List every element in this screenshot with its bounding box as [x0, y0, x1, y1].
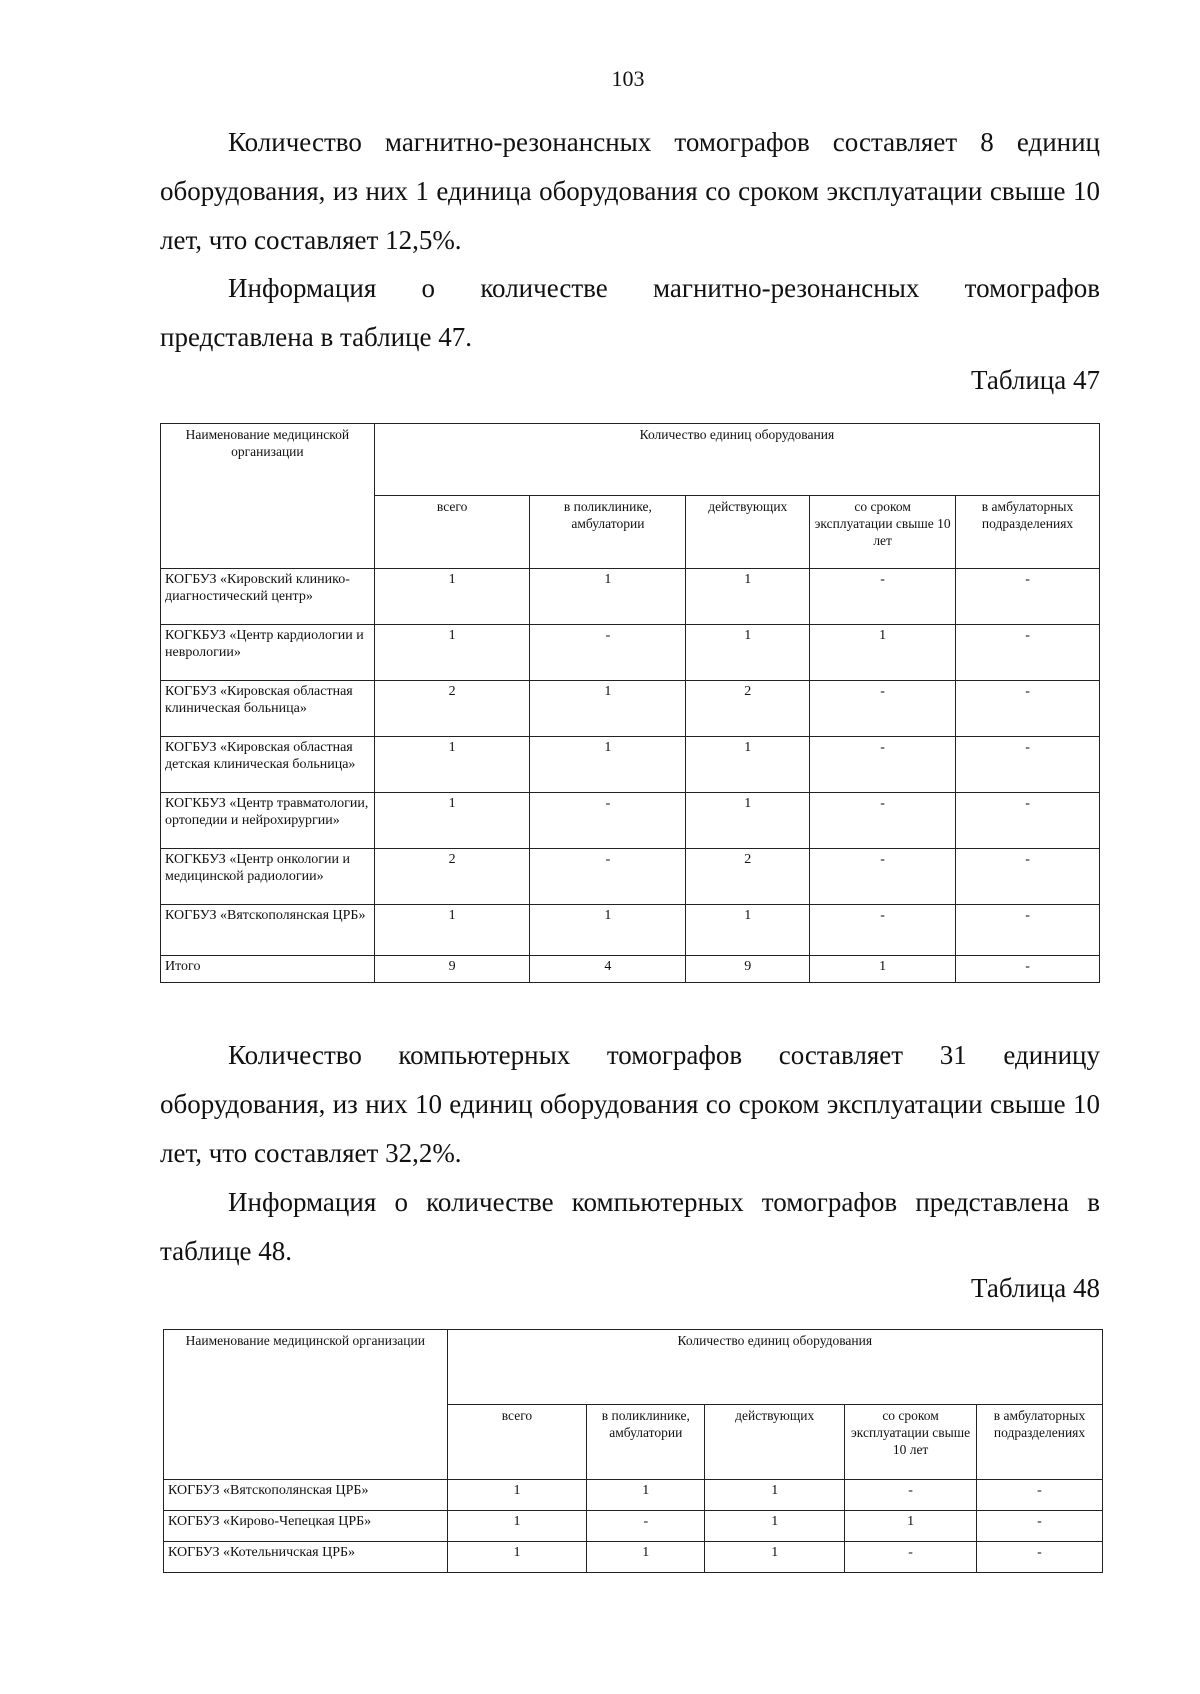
paragraph-ct-count	[160, 1031, 1100, 1178]
cell-ambulatory-units: -	[956, 625, 1100, 681]
cell-total: 1	[374, 793, 530, 849]
header-polyclinic: в поликлинике, амбулатории	[530, 496, 686, 569]
cell-ambulatory-units: -	[956, 569, 1100, 625]
paragraph-mrt-info	[160, 264, 1100, 362]
cell-polyclinic: -	[530, 849, 686, 905]
cell-ambulatory-units: -	[977, 1480, 1103, 1511]
org-name: КОГБУЗ «Вятскополянская ЦРБ»	[161, 905, 375, 956]
cell-ambulatory-units: -	[956, 849, 1100, 905]
table-48-caption: Таблица 48	[971, 1273, 1100, 1303]
paragraph-ct-count-text: Количество компьютерных томографов составляет 31 единицу оборудования, из них 10 единиц оборудования со сроком эксплуатации свыше 10 лет, что составляет 32,2%.	[160, 1040, 1100, 1168]
header-total: всего	[374, 496, 530, 569]
table-row	[161, 737, 1100, 793]
cell-total: 1	[447, 1511, 587, 1542]
cell-ambulatory-units: -	[956, 956, 1100, 983]
cell-over-10-years: -	[810, 849, 956, 905]
cell-operating: 2	[686, 849, 810, 905]
org-name: КОГБУЗ «Котельничская ЦРБ»	[164, 1542, 448, 1573]
cell-total: 2	[374, 849, 530, 905]
cell-polyclinic: 1	[530, 681, 686, 737]
header-org-name: Наименование медицинской организации	[164, 1330, 448, 1480]
table-48	[163, 1329, 1103, 1573]
header-operating: действующих	[705, 1405, 845, 1480]
cell-total: 2	[374, 681, 530, 737]
cell-operating: 1	[686, 793, 810, 849]
cell-over-10-years: -	[810, 737, 956, 793]
cell-ambulatory-units: -	[956, 793, 1100, 849]
table-row	[161, 793, 1100, 849]
table-47-caption: Таблица 47	[971, 365, 1100, 395]
header-equipment-count: Количество единиц оборудования	[447, 1330, 1102, 1405]
org-name: КОГБУЗ «Вятскополянская ЦРБ»	[164, 1480, 448, 1511]
cell-over-10-years: -	[810, 569, 956, 625]
cell-total: 1	[374, 569, 530, 625]
table-total-row	[161, 956, 1100, 983]
cell-ambulatory-units: -	[956, 737, 1100, 793]
paragraph-ct-info	[160, 1178, 1100, 1276]
cell-operating: 1	[686, 625, 810, 681]
table-47	[160, 423, 1100, 983]
cell-ambulatory-units: -	[956, 905, 1100, 956]
cell-polyclinic: -	[530, 625, 686, 681]
table-row	[161, 625, 1100, 681]
org-name: КОГБУЗ «Кировская областная детская клиническая больница»	[161, 737, 375, 793]
cell-over-10-years: 1	[810, 625, 956, 681]
cell-operating: 1	[686, 737, 810, 793]
cell-total: 1	[374, 625, 530, 681]
cell-over-10-years: 1	[845, 1511, 977, 1542]
cell-over-10-years: -	[845, 1480, 977, 1511]
table-row	[161, 681, 1100, 737]
org-name: КОГКБУЗ «Центр кардиологии и неврологии»	[161, 625, 375, 681]
org-name: КОГКБУЗ «Центр травматологии, ортопедии и нейрохирургии»	[161, 793, 375, 849]
cell-polyclinic: 1	[530, 737, 686, 793]
header-operating: действующих	[686, 496, 810, 569]
cell-polyclinic: -	[587, 1511, 705, 1542]
cell-total: 1	[374, 737, 530, 793]
cell-polyclinic: -	[530, 793, 686, 849]
cell-polyclinic: 4	[530, 956, 686, 983]
cell-ambulatory-units: -	[977, 1542, 1103, 1573]
cell-operating: 1	[705, 1542, 845, 1573]
header-over-10-years: со сроком эксплуатации свыше 10 лет	[810, 496, 956, 569]
header-org-name: Наименование медицинской организации	[161, 424, 375, 569]
cell-total: 9	[374, 956, 530, 983]
cell-total: 1	[447, 1542, 587, 1573]
paragraph-mrt-count	[160, 118, 1100, 265]
cell-operating: 1	[686, 569, 810, 625]
cell-polyclinic: 1	[530, 569, 686, 625]
cell-over-10-years: 1	[810, 956, 956, 983]
header-over-10-years: со сроком эксплуатации свыше 10 лет	[845, 1405, 977, 1480]
table-row	[164, 1511, 1103, 1542]
org-name: КОГКБУЗ «Центр онкологии и медицинской радиологии»	[161, 849, 375, 905]
page-number: 103	[611, 66, 645, 91]
org-name: Итого	[161, 956, 375, 983]
header-ambulatory-units: в амбулаторных подразделениях	[956, 496, 1100, 569]
cell-polyclinic: 1	[587, 1542, 705, 1573]
table-row	[164, 1480, 1103, 1511]
header-ambulatory-units: в амбулаторных подразделениях	[977, 1405, 1103, 1480]
cell-operating: 2	[686, 681, 810, 737]
cell-over-10-years: -	[845, 1542, 977, 1573]
org-name: КОГБУЗ «Кировский клинико-диагностический центр»	[161, 569, 375, 625]
cell-over-10-years: -	[810, 905, 956, 956]
cell-ambulatory-units: -	[977, 1511, 1103, 1542]
header-equipment-count: Количество единиц оборудования	[374, 424, 1099, 496]
cell-operating: 1	[705, 1480, 845, 1511]
cell-operating: 1	[686, 905, 810, 956]
header-total: всего	[447, 1405, 587, 1480]
table-row	[161, 849, 1100, 905]
paragraph-ct-info-text: Информация о количестве компьютерных томографов представлена в таблице 48.	[160, 1187, 1100, 1266]
cell-polyclinic: 1	[587, 1480, 705, 1511]
cell-total: 1	[447, 1480, 587, 1511]
cell-polyclinic: 1	[530, 905, 686, 956]
table-row	[164, 1542, 1103, 1573]
paragraph-mrt-count-text: Количество магнитно-резонансных томографов составляет 8 единиц оборудования, из них 1 единица оборудования со сроком эксплуатации свыше 10 лет, что составляет 12,5%.	[160, 127, 1100, 255]
cell-operating: 9	[686, 956, 810, 983]
org-name: КОГБУЗ «Кирово-Чепецкая ЦРБ»	[164, 1511, 448, 1542]
cell-total: 1	[374, 905, 530, 956]
cell-over-10-years: -	[810, 681, 956, 737]
paragraph-mrt-info-text: Информация о количестве магнитно-резонансных томографов представлена в таблице 47.	[160, 273, 1100, 352]
table-row	[161, 569, 1100, 625]
header-polyclinic: в поликлинике, амбулатории	[587, 1405, 705, 1480]
cell-over-10-years: -	[810, 793, 956, 849]
cell-ambulatory-units: -	[956, 681, 1100, 737]
table-row	[161, 905, 1100, 956]
cell-operating: 1	[705, 1511, 845, 1542]
org-name: КОГБУЗ «Кировская областная клиническая больница»	[161, 681, 375, 737]
